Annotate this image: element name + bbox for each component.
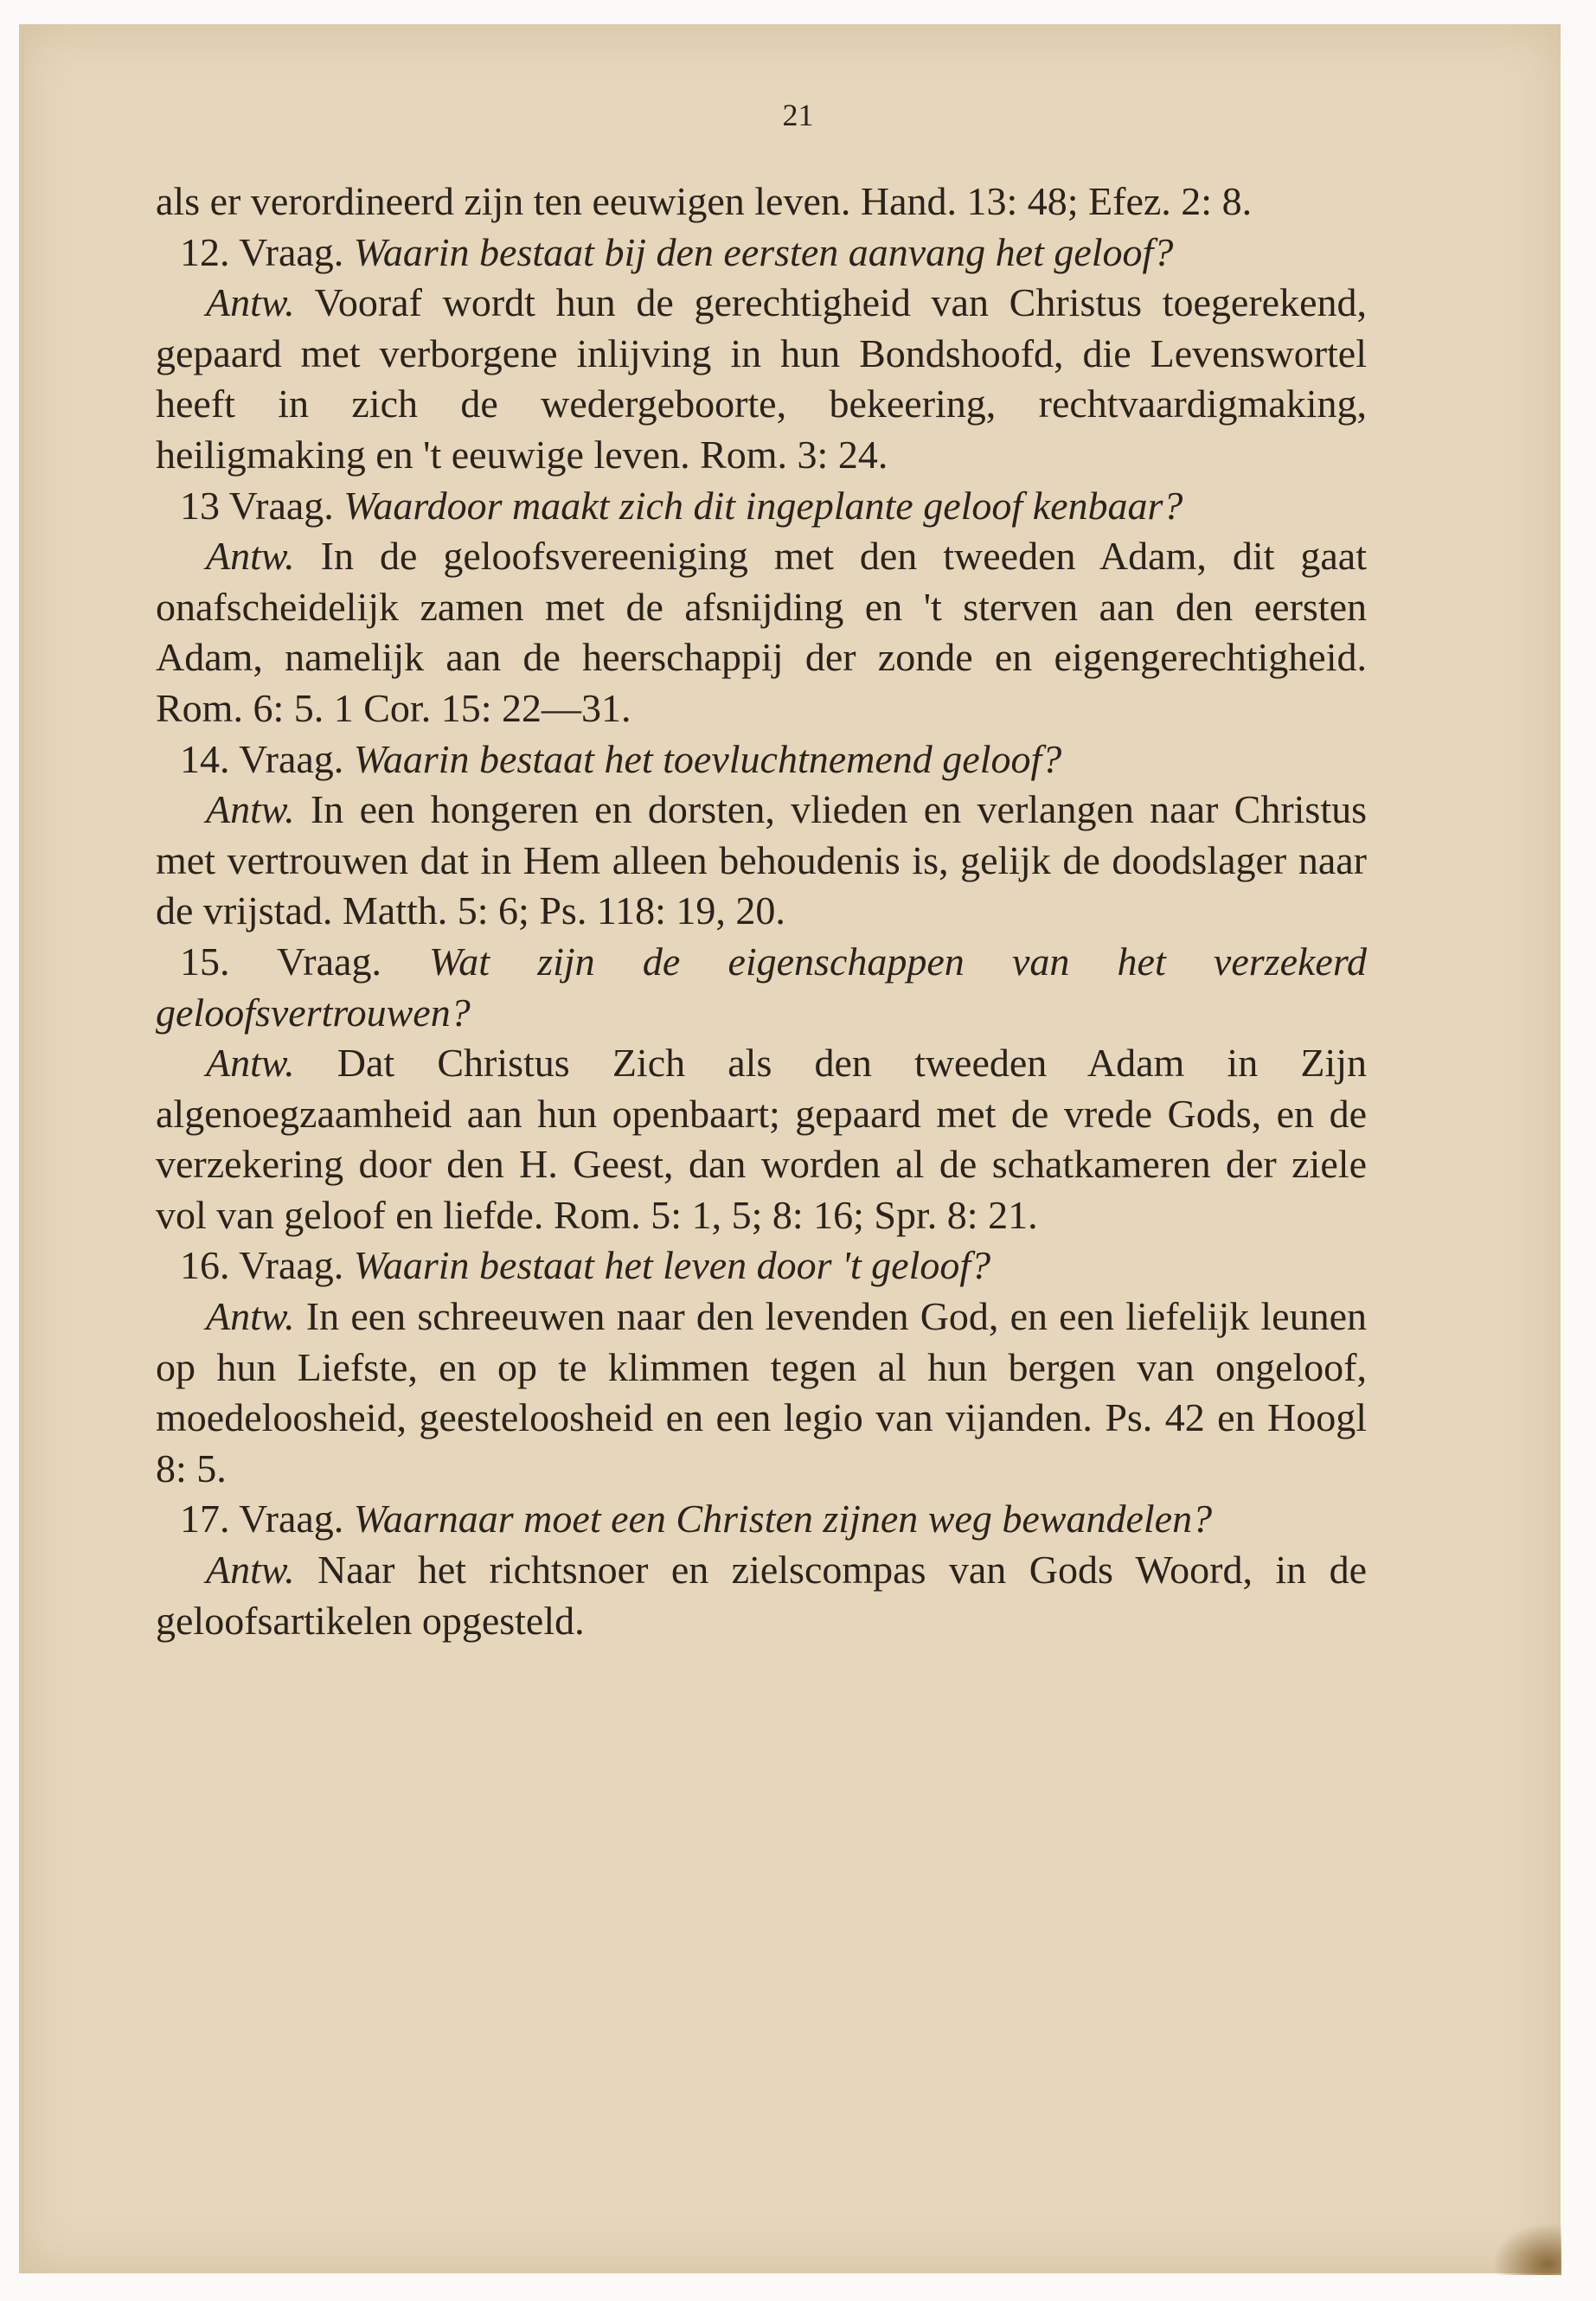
- answer-16: [156, 1292, 1367, 1494]
- answer-text: In een hongeren en dorsten, vlieden en verlangen naar Christus met vertrouwen dat in Hem alleen behoudenis is, gelijk de doodslager naar de vrijstad. Matth. 5: 6; Ps. 118: 19, 20.: [156, 787, 1367, 933]
- paragraph-continuation: [156, 176, 1367, 228]
- question-text: Waarin bestaat bij den eersten aanvang het geloof?: [353, 229, 1174, 274]
- answer-text: In de geloofsvereeniging met den tweeden Adam, dit gaat onafscheidelijk zamen met de afsnijding en 't sterven aan den eersten Adam, namelijk aan de heerschappij der zonde en eigengerechtigheid. Rom. 6: 5. 1 Cor. 15: 22—31.: [156, 534, 1367, 730]
- question-label: 12. Vraag.: [180, 229, 344, 274]
- body-text: [156, 176, 1367, 1646]
- answer-text: Dat Christus Zich als den tweeden Adam in Zijn algenoegzaamheid aan hun openbaart; gepaard met de vrede Gods, en de verzekering door den H. Geest, dan worden al de schatkameren der ziele vol van geloof en liefde. Rom. 5: 1, 5; 8: 16; Spr. 8: 21.: [156, 1041, 1367, 1237]
- question-text: Waardoor maakt zich dit ingeplante geloof kenbaar?: [343, 483, 1183, 528]
- answer-12: [156, 278, 1367, 480]
- question-text: Waarnaar moet een Christen zijnen weg bewandelen?: [353, 1497, 1213, 1541]
- question-label: 16. Vraag.: [180, 1243, 344, 1288]
- answer-14: [156, 785, 1367, 937]
- answer-17: [156, 1545, 1367, 1646]
- answer-text: In een schreeuwen naar den levenden God, en een liefelijk leunen op hun Liefste, en op te klimmen tegen al hun bergen van ongeloof, moedeloosheid, geesteloosheid en een legio van vijanden. Ps. 42 en Hoogl 8: 5.: [156, 1294, 1368, 1490]
- answer-label: Antw.: [206, 534, 295, 579]
- question-label: 14. Vraag.: [180, 736, 344, 781]
- question-label: 13 Vraag.: [180, 483, 334, 528]
- paragraph-text: als er verordineerd zijn ten eeuwigen leven. Hand. 13: 48; Efez. 2: 8.: [156, 179, 1253, 223]
- answer-text: Naar het richtsnoer en zielscompas van Gods Woord, in de geloofsartikelen opgesteld.: [156, 1548, 1368, 1643]
- answer-label: Antw.: [206, 280, 295, 325]
- question-label: 15. Vraag.: [180, 939, 381, 984]
- question-16: [156, 1240, 1367, 1292]
- question-14: [156, 734, 1367, 785]
- page-number: 21: [782, 98, 814, 132]
- answer-label: Antw.: [206, 1548, 295, 1593]
- question-17: [156, 1494, 1367, 1545]
- question-label: 17. Vraag.: [180, 1497, 344, 1541]
- question-12: [156, 228, 1367, 279]
- question-13: [156, 481, 1367, 532]
- answer-label: Antw.: [206, 787, 295, 832]
- answer-label: Antw.: [206, 1294, 295, 1339]
- question-text: Waarin bestaat het toevluchtnemend geloof?: [353, 736, 1062, 781]
- question-15: [156, 937, 1367, 1038]
- answer-15: [156, 1038, 1367, 1240]
- corner-stain: [1492, 2223, 1561, 2275]
- question-text: Waarin bestaat het leven door 't geloof?: [353, 1243, 991, 1288]
- answer-text: Vooraf wordt hun de gerechtigheid van Christus toegerekend, gepaard met verborgene inlijving in hun Bondshoofd, die Levenswortel heeft in zich de wedergeboorte, bekeering, rechtvaardigmaking, heiligmaking en 't eeuwige leven. Rom. 3: 24.: [156, 280, 1368, 477]
- answer-label: Antw.: [206, 1041, 295, 1086]
- question-text: Wat zijn de eigenschappen van het verzekerd geloofsvertrouwen?: [156, 939, 1368, 1035]
- page-edge: [19, 24, 24, 2273]
- answer-13: [156, 531, 1367, 734]
